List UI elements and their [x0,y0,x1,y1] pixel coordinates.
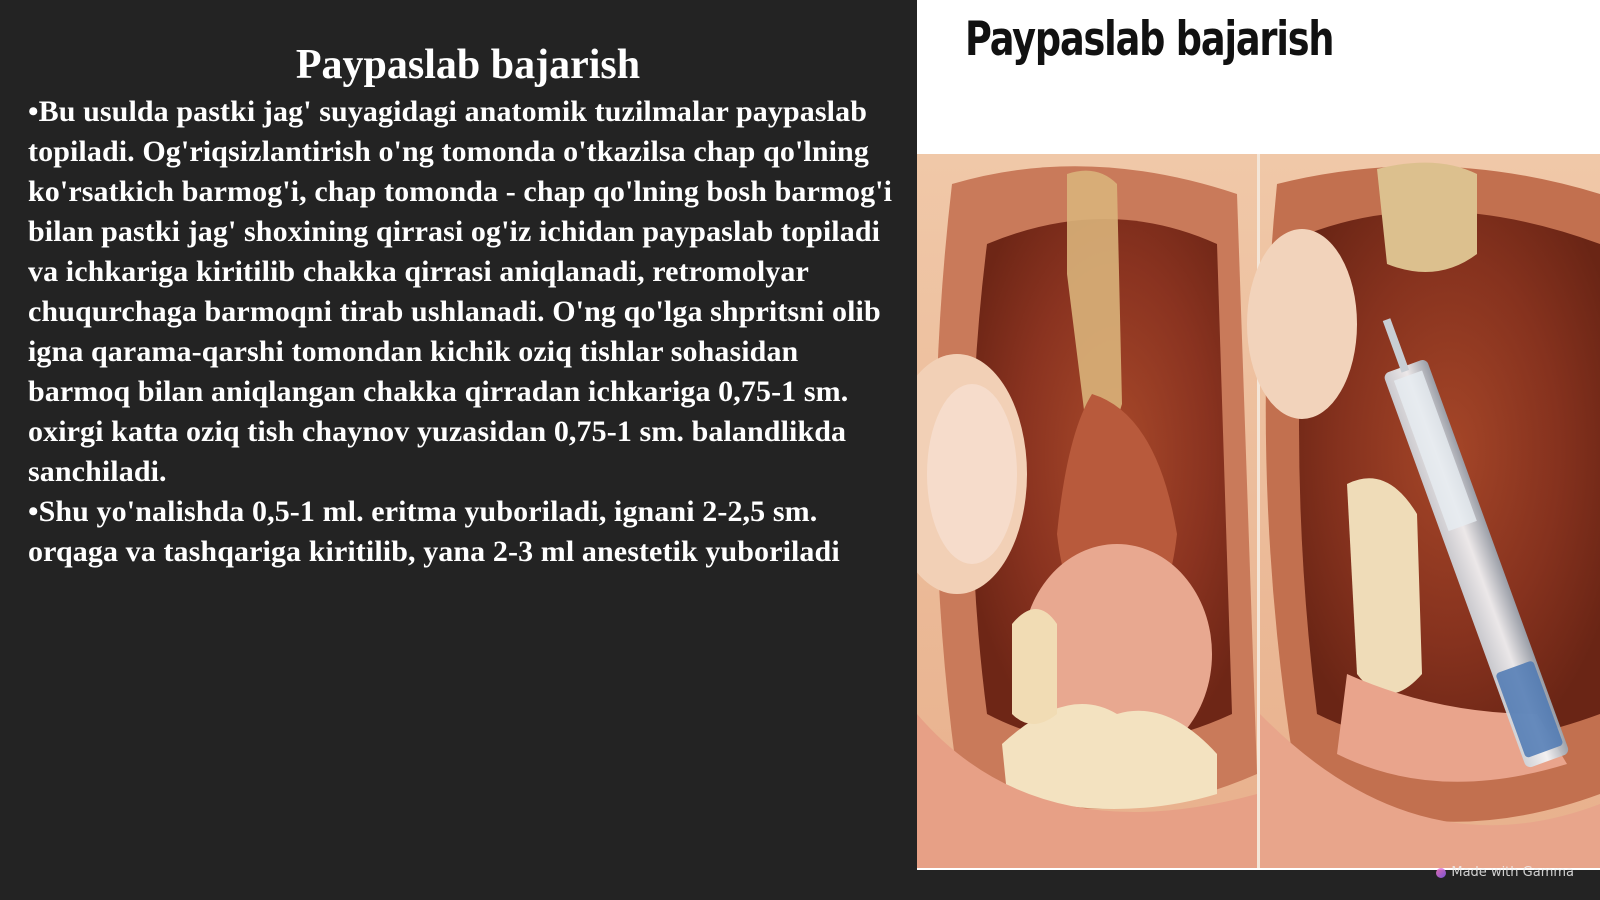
paragraph-1: •Bu usulda pastki jag' suyagidagi anatomik tuzilmalar paypaslab topiladi. Og'riqsizlantirish o'ng tomonda o'tkazilsa chap qo'lning ko'rsatkich barmog'i, chap tomonda - chap qo'lning bosh barmog'i bilan pastki jag' shoxining qirrasi og'iz ichidan paypaslab topiladi va ichkariga kiritilib chakka qirrasi aniqlanadi, retromolyar chuqurchaga barmoqni tirab ushlanadi. O'ng qo'lga shpritsni olib igna qarama-qarshi tomondan kichik oziq tishlar sohasidan barmoq bilan aniqlangan chakka qirradan ichkariga 0,75-1 sm. oxirgi katta oziq tish chaynov yuzasidan 0,75-1 sm. balandlikda sanchiladi. [28,95,893,488]
photo-left [917,154,1259,868]
text-column [28,38,908,572]
gamma-logo-icon [1436,868,1446,878]
badge-label: Made with Gamma [1451,865,1574,880]
slide-title: Paypaslab bajarish [295,42,641,88]
illustration [917,0,1600,870]
mouth-photos [917,154,1600,868]
slide-body [28,92,908,572]
photo-right [1247,154,1600,868]
made-with-badge[interactable] [1436,865,1574,880]
paragraph-2: •Shu yo'nalishda 0,5-1 ml. eritma yuboriladi, ignani 2-2,5 sm. orqaga va tashqariga kiritilib, yana 2-3 ml anestetik yuboriladi [28,495,840,568]
mouth-photos-drawing [917,154,1600,868]
illustration-title: Paypaslab bajarish [965,12,1334,67]
